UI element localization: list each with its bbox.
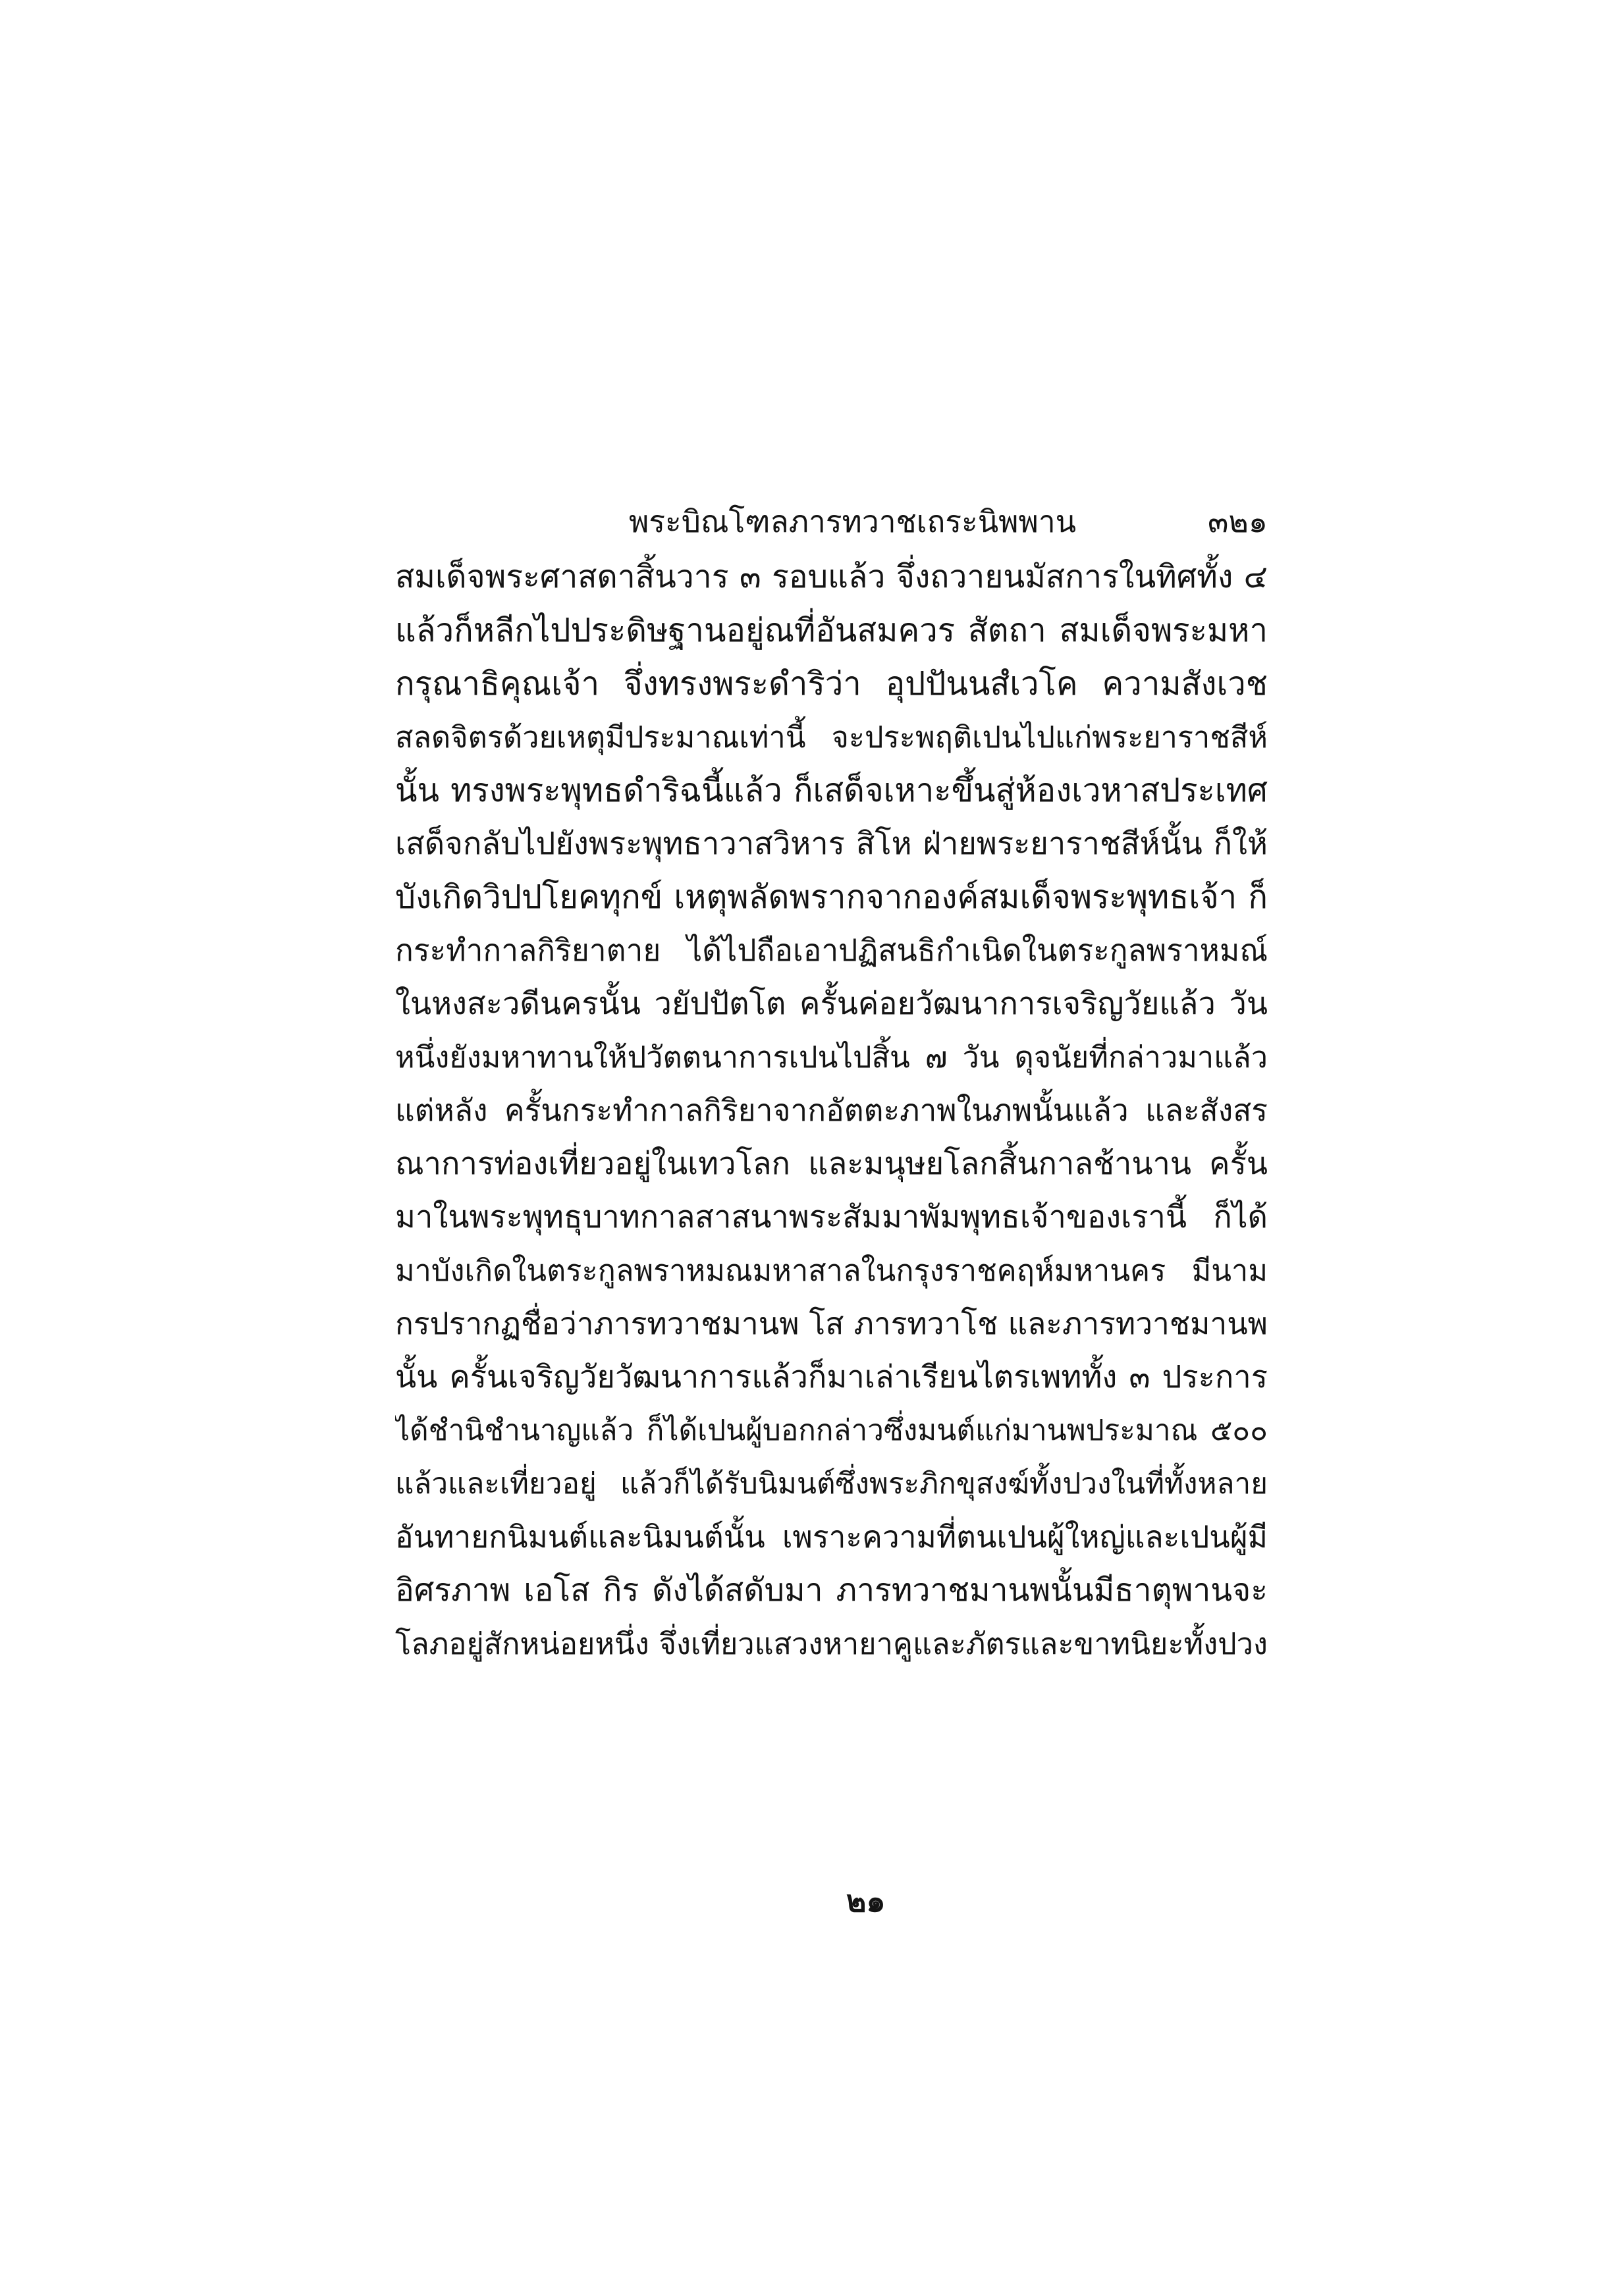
text-line: หนึ่งยังมหาทานให้ปวัตตนาการเปนไปสิ้น ๗ วัน ดุจนัยที่กล่าวมาแล้ว <box>395 1040 1268 1075</box>
text-line: กรุณาธิคุณเจ้า จึ่งทรงพระดำริว่า อุปปันนสํเวโค ความสังเวช <box>395 665 1268 703</box>
text-line: สลดจิตรด้วยเหตุมีประมาณเท่านี้ จะประพฤติเปนไปแก่พระยาราชสีห์ <box>395 720 1268 755</box>
text-line: นั้น ทรงพระพุทธดำริฉนี้แล้ว ก็เสด็จเหาะขึ้นสู่ห้องเวหาสประเทศ <box>395 772 1268 809</box>
text-line: กรปรากฏชื่อว่าภารทวาชมานพ โส ภารทวาโช และภารทวาชมานพ <box>395 1306 1268 1341</box>
text-line: โลภอยู่สักหน่อยหนึ่ง จึ่งเที่ยวแสวงหายาคูและภัตรและขาทนิยะทั้งปวง <box>395 1626 1268 1661</box>
text-line: ในหงสะวดีนครนั้น วยัปปัตโต ครั้นค่อยวัฒนาการเจริญวัยแล้ว วัน <box>395 986 1268 1022</box>
text-line: อันทายกนิมนต์และนิมนต์นั้น เพราะความที่ตนเปนผู้ใหญ่และเปนผู้มี <box>395 1519 1268 1555</box>
text-line: ณาการท่องเที่ยวอยู่ในเทวโลก และมนุษยโลกสิ้นกาลช้านาน ครั้น <box>395 1146 1268 1182</box>
text-line: แล้วก็หลีกไปประดิษฐานอยู่ณที่อันสมควร สัตถา สมเด็จพระมหา <box>395 612 1268 649</box>
text-line: ได้ชำนิชำนาญแล้ว ก็ได้เปนผู้บอกกล่าวซึ่งมนต์แก่มานพประมาณ ๕๐๐ <box>395 1414 1268 1447</box>
text-line: บังเกิดวิปปโยคทุกข์ เหตุพลัดพรากจากองค์สมเด็จพระพุทธเจ้า ก็ <box>395 878 1268 916</box>
text-line: มาในพระพุทธุบาทกาลสาสนาพระสัมมาพัมพุทธเจ้าของเรานี้ ก็ได้ <box>395 1199 1268 1235</box>
running-title: พระบิณโฑลภารทวาชเถระนิพพาน <box>629 504 1077 539</box>
text-line: แต่หลัง ครั้นกระทำกาลกิริยาจากอัตตะภาพในภพนั้นแล้ว และสังสร <box>395 1092 1268 1128</box>
text-line: นั้น ครั้นเจริญวัยวัฒนาการแล้วก็มาเล่าเรียนไตรเพททั้ง ๓ ประการ <box>395 1359 1268 1395</box>
text-line: กระทำกาลกิริยาตาย ได้ไปถือเอาปฏิสนธิกำเนิดในตระกูลพราหมณ์ <box>395 932 1268 968</box>
running-head <box>395 495 1268 548</box>
signature-mark: ๒๑ <box>846 1883 886 1919</box>
text-line: มาบังเกิดในตระกูลพราหมณมหาสาลในกรุงราชคฤห์มหานคร มีนาม <box>395 1253 1268 1288</box>
text-line: สมเด็จพระศาสดาสิ้นวาร ๓ รอบแล้ว จึ่งถวายนมัสการในทิศทั้ง ๔ <box>395 558 1268 595</box>
text-line: อิศรภาพ เอโส กิร ดังได้สดับมา ภารทวาชมานพนั้นมีธาตุพานจะ <box>395 1572 1268 1609</box>
text-line: เสด็จกลับไปยังพระพุทธาวาสวิหาร สิโห ฝ่ายพระยาราชสีห์นั้น ก็ให้ <box>395 826 1268 862</box>
body-text <box>395 550 1268 1670</box>
page-number: ๓๒๑ <box>1208 504 1268 539</box>
text-line: แล้วและเที่ยวอยู่ แล้วก็ได้รับนิมนต์ซึ่งพระภิกขุสงฆ์ทั้งปวงในที่ทั้งหลาย <box>395 1467 1268 1501</box>
